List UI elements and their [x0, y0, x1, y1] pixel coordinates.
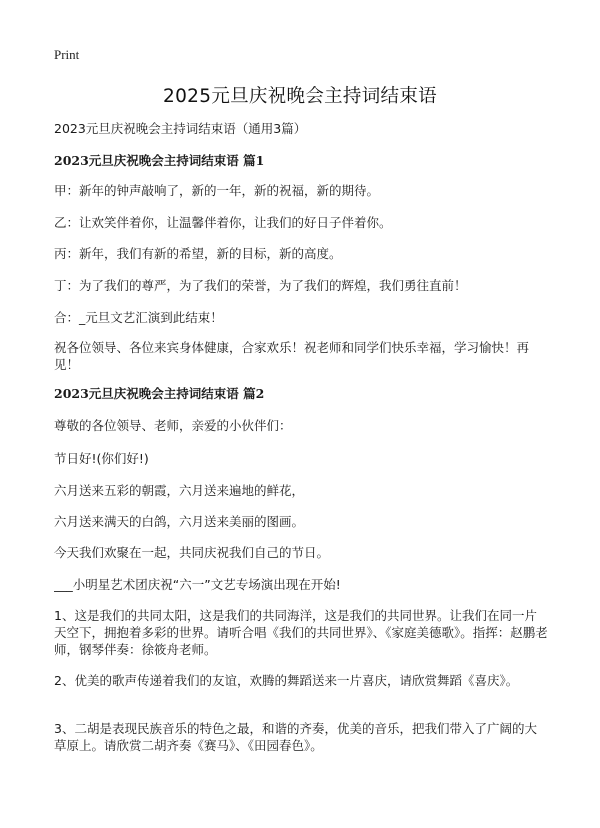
paragraph: 丁：为了我们的尊严，为了我们的荣誉，为了我们的辉煌，我们勇往直前！ [54, 278, 467, 293]
paragraph: 六月送来五彩的朝霞，六月送来遍地的鲜花， [54, 483, 305, 498]
paragraph: 2、优美的歌声传递着我们的友谊，欢腾的舞蹈送来一片喜庆，请欣赏舞蹈《喜庆》。 [54, 673, 519, 688]
paragraph: 甲：新年的钟声敲响了，新的一年，新的祝福，新的期待。 [54, 183, 380, 198]
paragraph: 3、二胡是表现民族音乐的特色之最，和谐的齐奏，优美的音乐，把我们带入了广阔的大草原上。请欣赏二胡齐奏《赛马》、《田园春色》。 [54, 721, 537, 753]
paragraph: 丙：新年，我们有新的希望，新的目标，新的高度。 [54, 246, 342, 261]
paragraph: 合：_元旦文艺汇演到此结束！ [54, 310, 223, 325]
subtitle: 2023元旦庆祝晚会主持词结束语（通用3篇） [54, 121, 307, 136]
page-title: 2025元旦庆祝晚会主持词结束语 [163, 86, 437, 107]
paragraph: 乙：让欢笑伴着你，让温馨伴着你，让我们的好日子伴着你。 [54, 215, 392, 230]
paragraph: ___小明星艺术团庆祝“六一”文艺专场演出现在开始! [54, 577, 341, 592]
paragraph: 祝各位领导、各位来宾身体健康，合家欢乐！祝老师和同学们快乐幸福，学习愉快！再见！ [54, 340, 530, 372]
section-1-heading: 2023元旦庆祝晚会主持词结束语 篇1 [54, 153, 265, 168]
paragraph: 今天我们欢聚在一起，共同庆祝我们自己的节日。 [54, 545, 330, 560]
paragraph: 六月送来满天的白鸽，六月送来美丽的图画。 [54, 514, 305, 529]
section-2-heading: 2023元旦庆祝晚会主持词结束语 篇2 [54, 386, 265, 401]
paragraph: 尊敬的各位领导、老师，亲爱的小伙伴们： [54, 418, 292, 433]
print-link[interactable]: Print [54, 47, 80, 62]
paragraph: 1、这是我们的共同太阳，这是我们的共同海洋，这是我们的共同世界。让我们在同一片天空下，拥抱着多彩的世界。请听合唱《我们的共同世界》、《家庭美德歌》。指挥：赵鹏老师，钢琴伴奏：徐筱舟老师。 [54, 608, 548, 657]
paragraph: 节日好!(你们好!) [54, 451, 149, 466]
